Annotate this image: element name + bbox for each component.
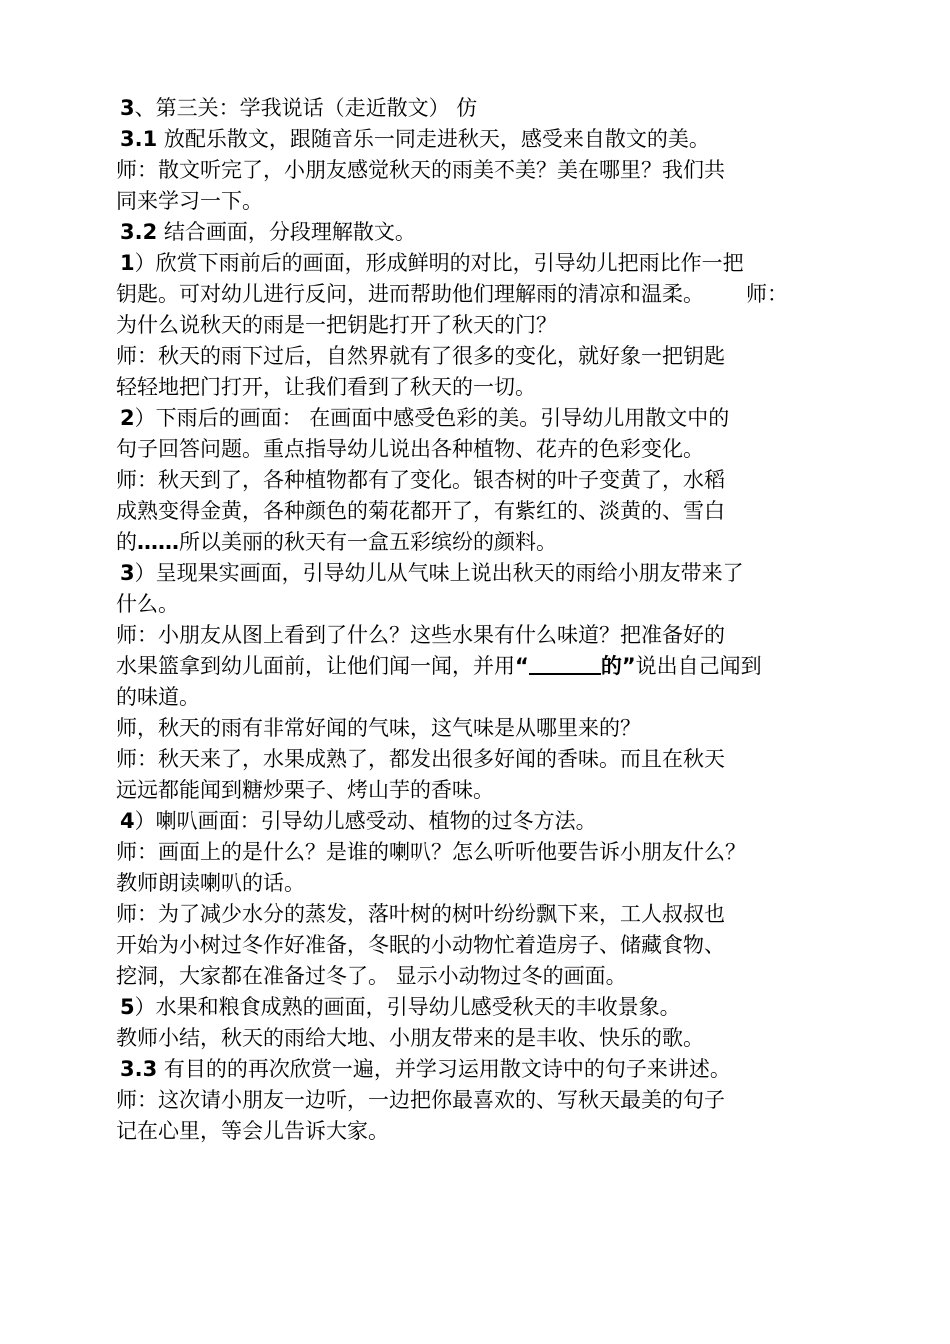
line-text: 师，秋天的雨有非常好闻的气味，这气味是从哪里来的？: [116, 716, 641, 740]
paragraph-line: [116, 837, 851, 868]
line-text: 的: [116, 530, 137, 554]
paragraph-line: [116, 248, 851, 279]
line-text: 教师朗读喇叭的话。: [116, 871, 305, 895]
paragraph-line: [116, 589, 851, 620]
line-text: 水果篮拿到幼儿面前，让他们闻一闻，并用: [116, 654, 515, 678]
line-text: 句子回答问题。重点指导幼儿说出各种植物、花卉的色彩变化。: [116, 437, 704, 461]
paragraph-line: [116, 310, 851, 341]
paragraph-line: [116, 186, 851, 217]
paragraph-line: [116, 465, 851, 496]
step-number: 3.2: [120, 220, 158, 244]
line-text: ）欣赏下雨前后的画面，形成鲜明的对比，引导幼儿把雨比作一把: [134, 251, 744, 275]
item-number: 3: [120, 561, 135, 585]
paragraph-line: [116, 341, 851, 372]
paragraph-line: [116, 713, 851, 744]
paragraph-line: [116, 1085, 851, 1116]
line-text: 什么。: [116, 592, 179, 616]
section-heading: [116, 93, 851, 124]
line-text: 轻轻地把门打开，让我们看到了秋天的一切。: [116, 375, 536, 399]
line-text: 为什么说秋天的雨是一把钥匙打开了秋天的门？: [116, 313, 557, 337]
paragraph-line: [116, 558, 851, 589]
item-number: 1: [120, 251, 135, 275]
close-quote: ”: [621, 654, 636, 678]
item-number: 4: [120, 809, 135, 833]
line-text: 有目的的再次欣赏一遍，并学习运用散文诗中的句子来讲述。: [157, 1057, 731, 1081]
blank-suffix: 的: [600, 654, 622, 678]
document-body: [116, 93, 851, 1147]
paragraph-line: [116, 279, 851, 310]
line-text: 、第三关：学我说话（走近散文） 仿: [134, 96, 478, 120]
line-text: ）喇叭画面：引导幼儿感受动、植物的过冬方法。: [134, 809, 597, 833]
line-text: 同来学习一下。: [116, 189, 263, 213]
paragraph-line: [116, 1023, 851, 1054]
paragraph-line: [116, 403, 851, 434]
paragraph-line: [116, 620, 851, 651]
line-text: ）水果和粮食成熟的画面，引导幼儿感受秋天的丰收景象。: [134, 995, 681, 1019]
paragraph-line: [116, 155, 851, 186]
paragraph-line: [116, 930, 851, 961]
paragraph-line: [116, 372, 851, 403]
line-text: 师：画面上的是什么？是谁的喇叭？怎么听听他要告诉小朋友什么？: [116, 840, 746, 864]
line-text: 钥匙。可对幼儿进行反问，进而帮助他们理解雨的清凉和温柔。: [116, 282, 704, 306]
line-text: 说出自己闻到: [635, 654, 762, 678]
line-text: 记在心里，等会儿告诉大家。: [116, 1119, 389, 1143]
line-text: 师：秋天的雨下过后，自然界就有了很多的变化，就好象一把钥匙: [116, 344, 725, 368]
line-text: 成熟变得金黄，各种颜色的菊花都开了，有紫红的、淡黄的、雪白: [116, 499, 725, 523]
section-number: 3: [120, 96, 135, 120]
line-text: 师：: [746, 282, 788, 306]
line-text: 师：小朋友从图上看到了什么？这些水果有什么味道？把准备好的: [116, 623, 725, 647]
line-text: 师：这次请小朋友一边听，一边把你最喜欢的、写秋天最美的句子: [116, 1088, 725, 1112]
line-text: 放配乐散文，跟随音乐一同走进秋天，感受来自散文的美。: [157, 127, 710, 151]
paragraph-line: [116, 651, 851, 682]
paragraph-line: [116, 124, 851, 155]
item-number: 5: [120, 995, 135, 1019]
line-text: ）呈现果实画面，引导幼儿从气味上说出秋天的雨给小朋友带来了: [134, 561, 744, 585]
line-text: 教师小结，秋天的雨给大地、小朋友带来的是丰收、快乐的歌。: [116, 1026, 704, 1050]
paragraph-line: [116, 682, 851, 713]
paragraph-line: [116, 744, 851, 775]
paragraph-line: [116, 775, 851, 806]
line-text: 远远都能闻到糖炒栗子、烤山芋的香味。: [116, 778, 494, 802]
paragraph-line: [116, 868, 851, 899]
open-quote: “: [515, 654, 529, 678]
line-text: 师：秋天来了，水果成熟了，都发出很多好闻的香味。而且在秋天: [116, 747, 725, 771]
paragraph-line: [116, 899, 851, 930]
paragraph-line: [116, 992, 851, 1023]
paragraph-line: [116, 1116, 851, 1147]
line-text: 的味道。: [116, 685, 200, 709]
paragraph-line: [116, 434, 851, 465]
line-text: 师：秋天到了，各种植物都有了变化。银杏树的叶子变黄了，水稻: [116, 468, 725, 492]
paragraph-line: [116, 217, 851, 248]
step-number: 3.1: [120, 127, 158, 151]
line-text: 师：散文听完了，小朋友感觉秋天的雨美不美？美在哪里？我们共: [116, 158, 725, 182]
line-text: ）下雨后的画面： 在画面中感受色彩的美。引导幼儿用散文中的: [134, 406, 730, 430]
line-text: 开始为小树过冬作好准备，冬眠的小动物忙着造房子、储藏食物、: [116, 933, 725, 957]
line-text: 挖洞，大家都在准备过冬了。 显示小动物过冬的画面。: [116, 964, 627, 988]
paragraph-line: [116, 496, 851, 527]
line-text: 所以美丽的秋天有一盒五彩缤纷的颜料。: [179, 530, 557, 554]
line-text: 结合画面，分段理解散文。: [157, 220, 416, 244]
item-number: 2: [120, 406, 135, 430]
paragraph-line: [116, 806, 851, 837]
fill-in-blank: [529, 655, 601, 675]
paragraph-line: [116, 1054, 851, 1085]
paragraph-line: [116, 527, 851, 558]
ellipsis: ……: [137, 530, 179, 554]
step-number: 3.3: [120, 1057, 158, 1081]
line-text: 师：为了减少水分的蒸发，落叶树的树叶纷纷飘下来，工人叔叔也: [116, 902, 725, 926]
paragraph-line: [116, 961, 851, 992]
